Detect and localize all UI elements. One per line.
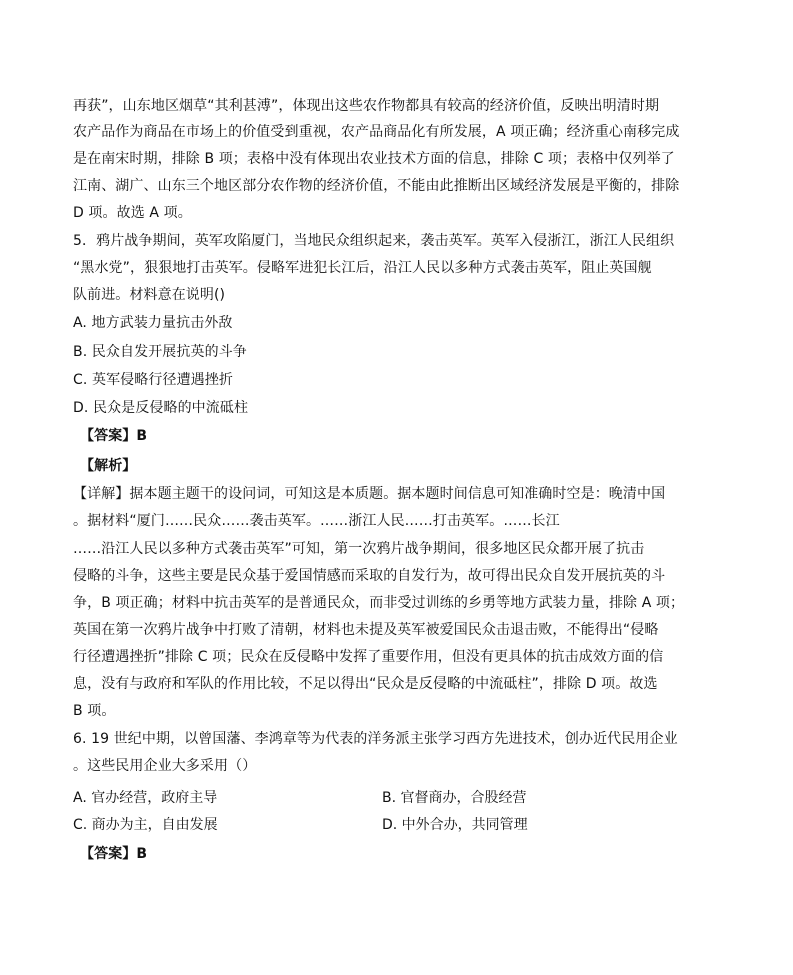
q6-option-b: B. 官督商办，合股经营	[382, 790, 527, 806]
q5-stem-line: 5．鸦片战争期间，英军攻陷厦门，当地民众组织起来，袭击英军。英军入侵浙江，浙江人民组织	[73, 233, 675, 249]
q5-analysis-line: 息，没有与政府和军队的作用比较，不足以得出“民众是反侵略的中流砥柱”，排除 D 项。故选	[73, 676, 658, 692]
q6-option-d: D. 中外合办，共同管理	[382, 817, 528, 833]
q5-stem-line: 队前进。材料意在说明()	[73, 287, 226, 303]
q6-stem-line: 6. 19 世纪中期，以曾国藩、李鸿章等为代表的洋务派主张学习西方先进技术，创办近代民用企业	[73, 731, 678, 747]
q5-analysis-line: 英国在第一次鸦片战争中打败了清朝，材料也未提及英军被爱国民众击退击败，不能得出“侵略	[73, 622, 659, 638]
q6-option-c: C. 商办为主，自由发展	[73, 817, 218, 833]
q5-stem-line: “黑水党”，狠狠地打击英军。侵略军进犯长江后，沿江人民以多种方式袭击英军，阻止英国舰	[73, 260, 652, 276]
q5-option-d: D. 民众是反侵略的中流砥柱	[73, 400, 249, 416]
q5-analysis-line: 。据材料“厦门……民众……袭击英军。……浙江人民……打击英军。……长江	[73, 513, 560, 529]
q5-analysis-line: ……沿江人民以多种方式袭击英军”可知，第一次鸦片战争期间，很多地区民众都开展了抗击	[73, 541, 645, 557]
q5-analysis-line: B 项。	[73, 703, 116, 719]
q5-analysis-line: 侵略的斗争，这些主要是民众基于爱国情感而采取的自发行为，故可得出民众自发开展抗英的斗	[73, 568, 666, 584]
q5-option-b: B. 民众自发开展抗英的斗争	[73, 344, 247, 360]
prev-analysis-line: 农产品作为商品在市场上的价值受到重视，农产品商品化有所发展，A 项正确；经济重心南移完成	[73, 124, 680, 140]
q5-analysis-line: 争，B 项正确；材料中抗击英军的是普通民众，而非受过训练的乡勇等地方武装力量，排除 A 项；	[73, 595, 685, 611]
prev-analysis-line: D 项。故选 A 项。	[73, 205, 192, 221]
prev-analysis-line: 江南、湖广、山东三个地区部分农作物的经济价值，不能由此推断出区域经济发展是平衡的，排除	[73, 178, 680, 194]
q6-option-a: A. 官办经营，政府主导	[73, 790, 218, 806]
q5-answer: 【答案】B	[80, 428, 148, 444]
q6-stem-line: 。这些民用企业大多采用（）	[73, 758, 257, 774]
q5-analysis-line: 行径遭遇挫折”排除 C 项；民众在反侵略中发挥了重要作用，但没有更具体的抗击成效方面的信	[73, 649, 664, 665]
q5-option-c: C. 英军侵略行径遭遇挫折	[73, 372, 233, 388]
prev-analysis-line: 再获”，山东地区烟草“其利甚溥”，体现出这些农作物都具有较高的经济价值，反映出明清时期	[73, 98, 660, 114]
q5-analysis-line: 【详解】据本题主题干的设问词，可知这是本质题。据本题时间信息可知准确时空是：晚清中国	[73, 486, 666, 502]
q5-analysis-label: 【解析】	[80, 458, 137, 474]
q6-answer: 【答案】B	[80, 846, 148, 862]
prev-analysis-line: 是在南宋时期，排除 B 项；表格中没有体现出农业技术方面的信息，排除 C 项；表格中仅列举了	[73, 151, 675, 167]
q5-option-a: A. 地方武装力量抗击外敌	[73, 315, 233, 331]
